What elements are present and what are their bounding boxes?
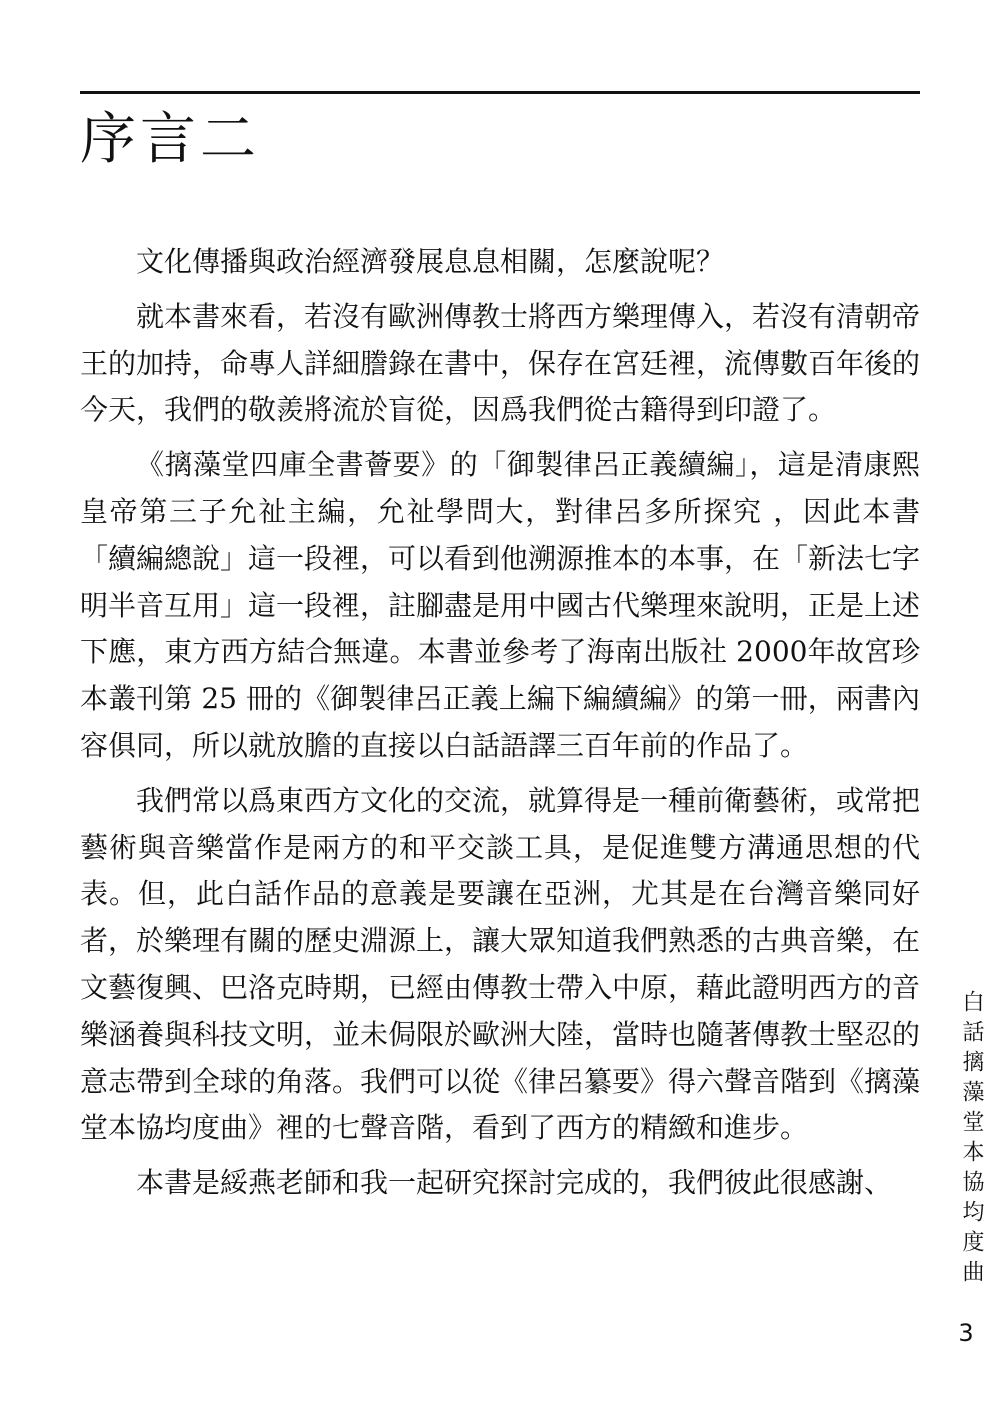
paragraph-3: 《摛藻堂四庫全書薈要》的「御製律呂正義續編」，這是清康熙皇帝第三子允祉主編，允祉學問大，對律呂多所探究 ，因此本書「續編總說」這一段裡，可以看到他溯源推本的本事，在「新法七字明半音互用」這一段裡，註腳盡是用中國古代樂理來說明，正是上述下應，東方西方結合無違。本書並參考了海南出版社 2000年故宮珍本叢刊第 25 冊的《御製律呂正義上編下編續編》的第一冊，兩書內容俱同，所以就放膽的直接以白話語譯三百年前的作品了。 xyxy=(80,448,921,762)
running-book-title: 白話摛藻堂本協均度曲 xyxy=(959,990,984,1290)
paragraph-1: 文化傳播與政治經濟發展息息相關，怎麼說呢？ xyxy=(136,245,725,278)
page-title: 序言二 xyxy=(80,107,260,172)
paragraph-5: 本書是綏燕老師和我一起研究探討完成的，我們彼此很感謝、 xyxy=(136,1166,893,1200)
body-text xyxy=(80,239,920,1215)
page-number: 3 xyxy=(958,1319,974,1347)
header-rule xyxy=(80,91,920,94)
paragraph-4: 我們常以爲東西方文化的交流，就算得是一種前衛藝術，或常把藝術與音樂當作是兩方的和平交談工具，是促進雙方溝通思想的代表。但，此白話作品的意義是要讓在亞洲，尤其是在台灣音樂同好者，於樂理有關的歷史淵源上，讓大眾知道我們熟悉的古典音樂，在文藝復興、巴洛克時期，已經由傳教士帶入中原，藉此證明西方的音樂涵養與科技文明，並未侷限於歐洲大陸，當時也隨著傳教士堅忍的意志帶到全球的角落。我們可以從《律呂纂要》得六聲音階到《摛藻堂本協均度曲》裡的七聲音階，看到了西方的精緻和進步。 xyxy=(80,783,921,1145)
paragraph-2: 就本書來看，若沒有歐洲傳教士將西方樂理傳入，若沒有清朝帝王的加持，命專人詳細謄錄在書中，保存在宮廷裡，流傳數百年後的今天，我們的敬羨將流於盲從，因爲我們從古籍得到印證了。 xyxy=(80,299,921,427)
